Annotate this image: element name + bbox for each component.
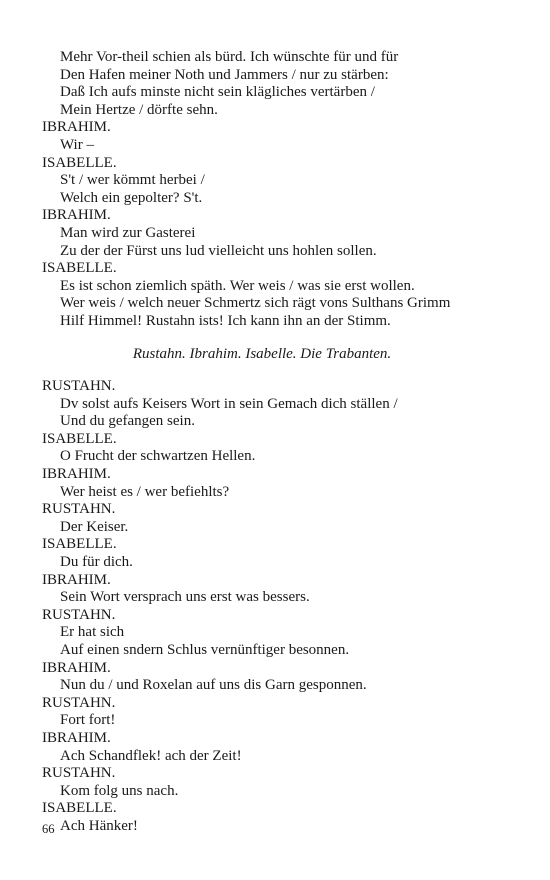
verse-line: Wer weis / welch neuer Schmertz sich rägt vons Sulthans Grimm	[60, 295, 451, 312]
page-number: 66	[42, 822, 55, 836]
speaker-name: IBRAHIM.	[42, 659, 111, 676]
speaker-name: RUSTAHN.	[42, 606, 116, 623]
speaker-name: IBRAHIM.	[42, 207, 111, 224]
verse-line: Den Hafen meiner Noth und Jammers / nur zu stärben:	[60, 66, 389, 83]
verse-line: Sein Wort versprach uns erst was bessers.	[60, 589, 310, 606]
verse-line: Mein Hertze / dörfte sehn.	[60, 101, 218, 118]
verse-line: Hilf Himmel! Rustahn ists! Ich kann ihn an der Stimm.	[60, 312, 391, 329]
verse-line: Daß Ich aufs minste nicht sein klägliches vertärben /	[60, 84, 375, 101]
speaker-name: RUSTAHN.	[42, 501, 116, 518]
verse-line: Der Keiser.	[60, 518, 129, 535]
verse-line: Wer heist es / wer befiehlts?	[60, 483, 230, 500]
speaker-name: RUSTAHN.	[42, 765, 116, 782]
verse-line: Man wird zur Gasterei	[60, 224, 196, 241]
verse-line: Und du gefangen sein.	[60, 413, 195, 430]
verse-line: Dv solst aufs Keisers Wort in sein Gemach dich ställen /	[60, 395, 398, 412]
dialogue-section-bottom	[42, 378, 522, 835]
verse-line: Es ist schon ziemlich späth. Wer weis / was sie erst wollen.	[60, 277, 415, 294]
verse-line: Zu der der Fürst uns lud vielleicht uns hohlen sollen.	[60, 242, 377, 259]
play-text	[42, 49, 522, 836]
speaker-name: ISABELLE.	[42, 260, 117, 277]
verse-line: Welch ein gepolter? S't.	[60, 189, 203, 206]
speaker-name: ISABELLE.	[42, 154, 117, 171]
verse-line: Wir –	[60, 136, 94, 153]
verse-line: Ach Hänker!	[60, 817, 138, 834]
stage-direction: Rustahn. Ibrahim. Isabelle. Die Trabanten.	[132, 345, 392, 362]
speaker-name: IBRAHIM.	[42, 729, 111, 746]
verse-line: S't / wer kömmt herbei /	[60, 172, 205, 189]
speaker-name: IBRAHIM.	[42, 119, 111, 136]
dialogue-section-top	[42, 49, 522, 331]
verse-line: Nun du / und Roxelan auf uns dis Garn gesponnen.	[60, 677, 367, 694]
spacer	[42, 363, 522, 378]
verse-line: Du für dich.	[60, 554, 133, 571]
verse-line: Auf einen sndern Schlus vernünftiger besonnen.	[60, 642, 350, 658]
speaker-name: IBRAHIM.	[42, 571, 111, 588]
speaker-name: RUSTAHN.	[42, 378, 116, 395]
speaker-name: RUSTAHN.	[42, 694, 116, 711]
speaker-name: ISABELLE.	[42, 536, 117, 553]
verse-line: O Frucht der schwartzen Hellen.	[60, 448, 256, 465]
spacer	[42, 331, 522, 346]
verse-line: Fort fort!	[60, 712, 116, 729]
speaker-name: IBRAHIM.	[42, 466, 111, 483]
verse-line: Mehr Vor-theil schien als bürd. Ich wünschte für und für	[60, 49, 399, 65]
verse-line: Ach Schandflek! ach der Zeit!	[60, 747, 242, 764]
speaker-name: ISABELLE.	[42, 800, 117, 817]
verse-line: Kom folg uns nach.	[60, 782, 179, 799]
verse-line: Er hat sich	[60, 624, 125, 641]
speaker-name: ISABELLE.	[42, 430, 117, 447]
